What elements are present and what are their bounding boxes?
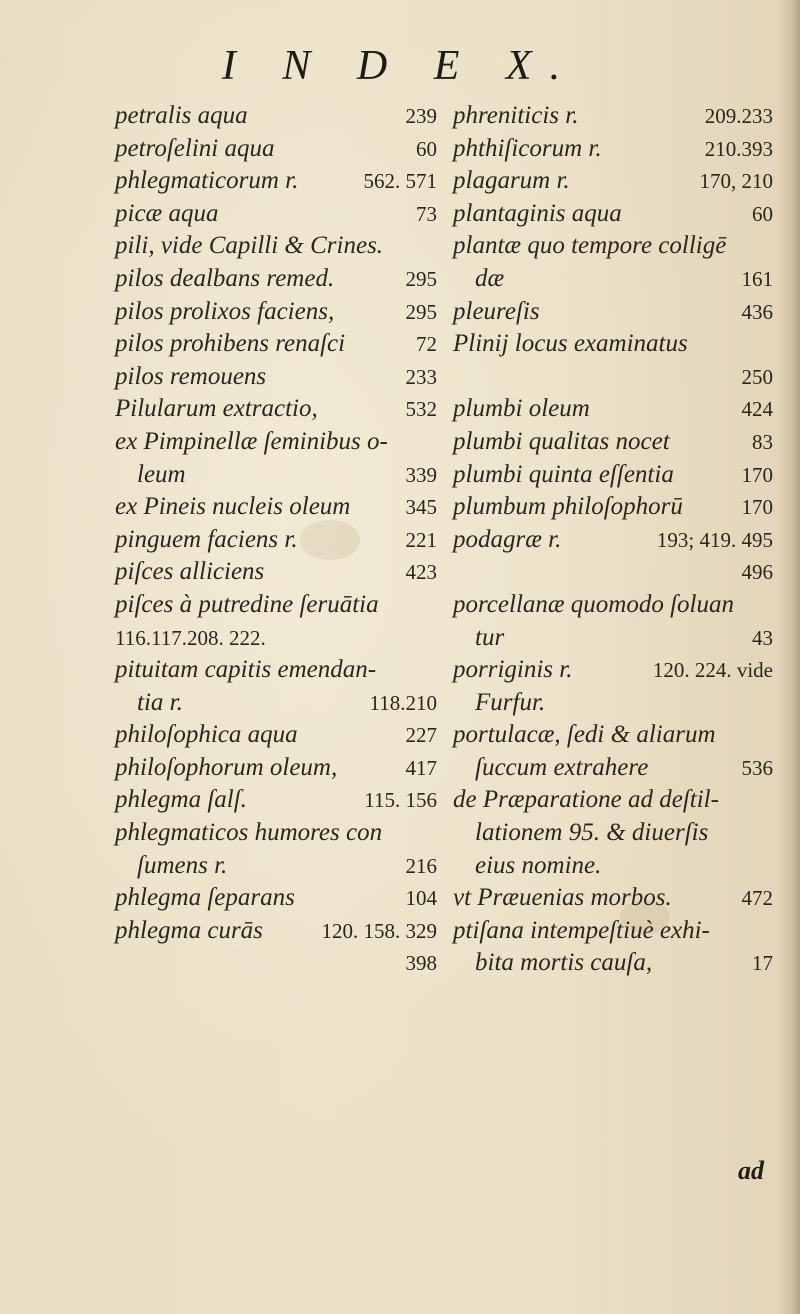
entry-term: philoſophica aqua <box>115 721 298 749</box>
entry-term: philoſophorum oleum, <box>115 753 338 781</box>
index-entry <box>453 361 773 394</box>
entry-page-numbers: 73 <box>416 201 437 226</box>
entry-page-numbers: 60 <box>752 201 773 226</box>
index-entry <box>115 165 437 198</box>
index-entry <box>453 719 773 752</box>
entry-page-numbers: 209.233 <box>704 104 773 128</box>
index-entry <box>115 459 437 492</box>
index-entry <box>115 784 437 817</box>
entry-term: pilos prolixos faciens, <box>115 297 335 325</box>
entry-term: Pilularum extractio, <box>115 395 318 423</box>
entry-term: bita mortis cauſa, <box>475 949 653 977</box>
index-entry <box>115 198 437 231</box>
entry-page-numbers: 295 <box>405 266 437 291</box>
entry-page-numbers: 250 <box>741 364 773 389</box>
index-entry <box>453 784 773 817</box>
entry-page-numbers: 227 <box>405 723 437 748</box>
entry-term: Plinij locus examinatus <box>453 330 688 358</box>
entry-page-numbers: 43 <box>752 625 773 650</box>
index-entry <box>115 850 437 883</box>
entry-term: porcellanæ quomodo ſoluan <box>453 590 735 618</box>
index-entry <box>453 263 773 296</box>
entry-term: piſces alliciens <box>115 558 265 586</box>
entry-page-numbers: 532 <box>405 397 437 422</box>
entry-page-numbers: 115. 156 <box>364 788 437 813</box>
index-entry <box>453 915 773 948</box>
entry-page-numbers: 233 <box>405 364 437 389</box>
entry-page-numbers: 216 <box>405 853 437 878</box>
entry-page-numbers: 339 <box>405 462 437 487</box>
entry-term: petroſelini aqua <box>115 134 275 162</box>
entry-term: dæ <box>475 264 505 292</box>
entry-term: leum <box>137 460 186 488</box>
index-entry <box>115 752 437 785</box>
entry-term: pilos prohibens renaſci <box>115 330 346 358</box>
index-entry <box>453 296 773 329</box>
index-entry <box>115 296 437 329</box>
entry-term: phlegmaticorum r. <box>115 167 299 195</box>
index-entry <box>453 850 773 883</box>
index-entry <box>115 719 437 752</box>
entry-term: plumbi oleum <box>453 395 590 423</box>
index-entry <box>453 687 773 720</box>
index-entry <box>115 263 437 296</box>
index-entry <box>115 817 437 850</box>
index-entry <box>453 752 773 785</box>
entry-term: plantæ quo tempore colligē <box>453 232 727 260</box>
entry-term: porriginis r. <box>453 656 573 684</box>
entry-page-numbers: 170, 210 <box>699 169 773 194</box>
entry-term: tur <box>475 623 505 651</box>
entry-page-numbers: 417 <box>405 755 437 780</box>
index-entry <box>453 947 773 980</box>
entry-term: de Præparatione ad deſtil- <box>453 786 719 814</box>
index-entry <box>115 947 437 980</box>
entry-term: eius nomine. <box>475 851 602 879</box>
index-entry <box>453 328 773 361</box>
index-entry <box>453 556 773 589</box>
index-entry <box>115 915 437 948</box>
entry-page-numbers: 496 <box>741 560 773 585</box>
page-edge-shadow <box>778 0 800 1314</box>
index-entry <box>453 426 773 459</box>
entry-page-numbers: 472 <box>741 886 773 911</box>
entry-term: pinguem faciens r. <box>115 525 298 553</box>
entry-term: pleureſis <box>453 297 540 325</box>
entry-term: phlegmaticos humores con <box>115 819 383 847</box>
entry-page-numbers: 398 <box>405 951 437 976</box>
entry-term: plumbi quinta eſſentia <box>453 460 674 488</box>
entry-term: phlegma ſalſ. <box>115 786 247 814</box>
entry-term: plantaginis aqua <box>453 199 622 227</box>
index-entry <box>453 459 773 492</box>
index-entry <box>115 687 437 720</box>
entry-page-numbers: 161 <box>741 266 773 291</box>
entry-term: piſces à putredine ſeruātia <box>115 590 379 618</box>
entry-page-numbers: 17 <box>752 951 773 976</box>
entry-page-numbers: 170 <box>741 495 773 520</box>
entry-term: pilos remouens <box>115 362 267 390</box>
index-entry <box>453 393 773 426</box>
index-entry <box>453 198 773 231</box>
index-column-left <box>115 100 437 980</box>
entry-page-numbers: 120. 158. 329 <box>321 918 437 943</box>
index-entry <box>115 393 437 426</box>
entry-page-numbers: 295 <box>405 299 437 324</box>
catchword: ad <box>738 1156 764 1185</box>
index-entry <box>453 524 773 557</box>
entry-term: phreniticis r. <box>453 102 579 129</box>
entry-term: ſumens r. <box>137 851 228 879</box>
index-entry <box>453 654 773 687</box>
entry-term: pilos dealbans remed. <box>115 264 335 292</box>
entry-term: Furfur. <box>475 688 546 716</box>
entry-page-numbers: 104 <box>405 886 437 911</box>
entry-page-numbers: 193; 419. 495 <box>656 527 773 552</box>
index-entry <box>115 100 437 133</box>
entry-term: lationem 95. & diuerſis <box>475 819 709 847</box>
entry-page-numbers: 221 <box>405 527 437 552</box>
index-entry <box>453 589 773 622</box>
index-entry <box>115 622 437 655</box>
entry-term: plumbi qualitas nocet <box>453 427 670 455</box>
entry-page-numbers: 424 <box>741 397 773 422</box>
entry-term: plumbum philoſophorū <box>453 493 683 521</box>
index-entry <box>115 426 437 459</box>
index-entry <box>453 165 773 198</box>
index-entry <box>115 491 437 524</box>
index-entry <box>453 622 773 655</box>
index-entry <box>115 556 437 589</box>
entry-page-numbers: 210.393 <box>704 136 773 161</box>
index-entry <box>453 230 773 263</box>
entry-term: plagarum r. <box>453 167 570 195</box>
index-entry <box>115 230 437 263</box>
entry-page-numbers: 239 <box>405 104 437 128</box>
index-entry <box>115 524 437 557</box>
index-entry <box>453 882 773 915</box>
entry-term: petralis aqua <box>115 102 248 129</box>
entry-term: phlegma ſeparans <box>115 884 295 912</box>
index-entry <box>115 361 437 394</box>
entry-term: vt Præuenias morbos. <box>453 884 672 912</box>
index-entry <box>453 491 773 524</box>
page-title: I N D E X. <box>221 43 579 89</box>
entry-term: pili, vide Capilli & Crines. <box>115 232 384 260</box>
entry-term: ptiſana intempeſtiuè exhi- <box>453 916 710 944</box>
entry-term: picæ aqua <box>115 199 219 227</box>
entry-term: ſuccum extrahere <box>475 753 649 781</box>
index-entry <box>115 133 437 166</box>
entry-term: ex Pimpinellæ ſeminibus o- <box>115 427 388 455</box>
index-entry <box>453 817 773 850</box>
entry-term: ex Pineis nucleis oleum <box>115 493 351 521</box>
entry-page-numbers: 345 <box>405 495 437 520</box>
entry-page-numbers: 72 <box>416 332 437 357</box>
entry-page-numbers: 562. 571 <box>363 169 437 194</box>
index-entry <box>115 882 437 915</box>
entry-page-numbers: 60 <box>416 136 437 161</box>
index-entry <box>115 328 437 361</box>
entry-page-numbers: 83 <box>752 429 773 454</box>
entry-term: tia r. <box>137 688 183 716</box>
entry-term: podagræ r. <box>453 525 562 553</box>
entry-term: phthiſicorum r. <box>453 134 602 162</box>
entry-page-numbers: 423 <box>405 560 437 585</box>
index-entry <box>453 100 773 133</box>
entry-term: portulacæ, ſedi & aliarum <box>453 721 716 749</box>
entry-term: phlegma curās <box>115 916 263 944</box>
index-entry <box>453 133 773 166</box>
entry-page-references: 116.117.208. 222. <box>115 625 266 650</box>
index-entry <box>115 654 437 687</box>
entry-page-numbers: 170 <box>741 462 773 487</box>
entry-page-numbers: 536 <box>741 755 773 780</box>
entry-page-numbers: 118.210 <box>369 690 437 715</box>
index-entry <box>115 589 437 622</box>
entry-page-numbers: 436 <box>741 299 773 324</box>
index-column-right <box>453 100 773 980</box>
entry-page-numbers: 120. 224. vide <box>652 658 773 683</box>
entry-term: pituitam capitis emendan- <box>115 656 377 684</box>
